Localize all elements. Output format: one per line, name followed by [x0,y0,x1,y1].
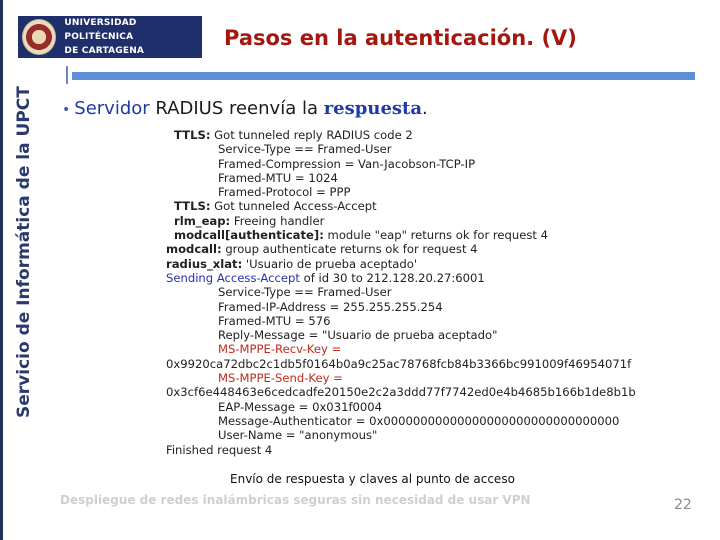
log-line [166,199,636,213]
sidebar [0,0,50,540]
log-text: Service-Type == Framed-User [218,285,392,300]
log-text: Framed-Protocol = PPP [218,185,351,200]
log-line [166,271,636,285]
radius-log [166,128,636,457]
bullet-keyword-server: Servidor [74,98,150,119]
log-prefix: modcall[authenticate]: [174,228,324,243]
log-prefix: TTLS: [174,199,211,214]
log-line [166,285,636,299]
log-text: Framed-MTU = 576 [218,313,331,328]
log-line [166,185,636,199]
log-text: Message-Authenticator = 0x00000000000000000000000000000000 [218,413,620,428]
university-seal-icon [22,19,56,55]
log-line [166,300,636,314]
university-logo [18,16,202,58]
log-highlight: Sending Access-Accept [166,270,300,285]
log-line [166,157,636,171]
log-text: 0x9920ca72dbc2c1db5f0164b0a9c25ac78768fcb84b3366bc991009f46954071f [166,356,632,371]
sidebar-bar [0,0,3,540]
log-line [166,214,636,228]
log-line [166,357,636,371]
log-line [166,342,636,356]
log-text: User-Name = "anonymous" [218,428,378,443]
log-text: Framed-Compression = Van-Jacobson-TCP-IP [218,156,476,171]
log-line [166,228,636,242]
log-text: 'Usuario de prueba aceptado' [242,256,418,271]
log-text: Service-Type == Framed-User [218,142,392,157]
log-text: EAP-Message = 0x031f0004 [218,399,383,414]
log-line [166,171,636,185]
log-text: Freeing handler [230,213,325,228]
slide-footer: Despliegue de redes inalámbricas seguras sin necesidad de usar VPN [60,493,531,507]
sidebar-text: Servicio de Informática de la UPCT [14,86,34,418]
log-line [166,142,636,156]
log-text: Reply-Message = "Usuario de prueba aceptado" [218,328,498,343]
log-prefix: radius_xlat: [166,256,243,271]
bullet-icon: • [62,102,71,118]
bullet-keyword-response: respuesta [323,98,423,119]
logo-line-2: DE CARTAGENA [64,46,145,56]
log-line [166,257,636,271]
bullet-point [62,98,428,119]
log-line [166,443,636,457]
image-caption: Envío de respuesta y claves al punto de acceso [230,472,515,486]
log-line [166,242,636,256]
log-line [166,414,636,428]
bullet-text: RADIUS reenvía la [149,98,324,119]
log-line [166,128,636,142]
log-line [166,428,636,442]
log-text: Framed-IP-Address = 255.255.255.254 [218,299,443,314]
log-text: group authenticate returns ok for request 4 [221,242,478,257]
log-text: Framed-MTU = 1024 [218,170,338,185]
log-text: Got tunneled reply RADIUS code 2 [210,128,413,142]
log-line [166,400,636,414]
logo-text [64,16,202,58]
log-prefix: rlm_eap: [174,213,231,228]
title-rule-vertical [66,66,68,84]
slide-title: Pasos en la autenticación. (V) [224,26,577,50]
log-prefix: TTLS: [174,128,211,142]
log-prefix: modcall: [166,242,222,257]
log-text: Finished request 4 [166,442,273,457]
page-number: 22 [674,497,692,513]
title-rule-horizontal [72,72,695,80]
log-line [166,328,636,342]
log-text: Got tunneled Access-Accept [210,199,377,214]
log-text: module "eap" returns ok for request 4 [323,228,549,243]
log-text: of id 30 to 212.128.20.27:6001 [299,270,485,285]
log-key-label: MS-MPPE-Send-Key = [218,371,343,386]
log-key-label: MS-MPPE-Recv-Key = [218,342,342,357]
log-line [166,371,636,385]
logo-line-1: UNIVERSIDAD POLITÉCNICA [64,18,137,42]
bullet-end: . [422,98,428,119]
log-line [166,314,636,328]
log-line [166,385,636,399]
log-text: 0x3cf6e448463e6cedcadfe20150e2c2a3ddd77f7742ed0e4b4685b166b1de8b1b [166,385,636,400]
